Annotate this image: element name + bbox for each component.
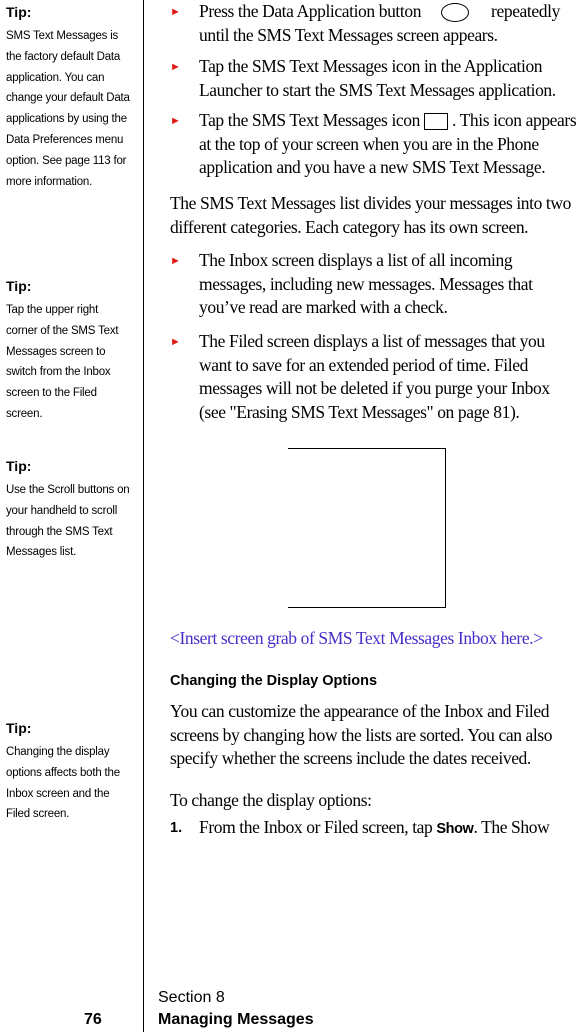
tip-body: Tap the upper right corner of the SMS Text Messages screen to switch from the Inbox screen to the Filed screen.: [6, 304, 119, 420]
bullet-press-data-app: Press the Data Application button repeatedly until the SMS Text Messages screen appears.: [199, 1, 560, 45]
bullet-arrow-icon: ►: [170, 336, 181, 348]
step-number: 1.: [170, 820, 183, 836]
tip-heading: Tip:: [6, 4, 32, 20]
bullet-arrow-icon: ►: [170, 6, 181, 18]
image-caption: <Insert screen grab of SMS Text Messages Inbox here.>: [170, 628, 543, 648]
tip-heading: Tip:: [6, 458, 32, 474]
display-paragraph: You can customize the appearance of the Inbox and Filed screens by changing how the lists are sorted. You can also specify whether the screens include the dates received.: [170, 701, 553, 768]
bullet-filed: The Filed screen displays a list of messages that you want to save for an extended period of time. Filed messages will not be deleted if you purge your Inbox (see "Erasing SMS Text Messages" on page 81).: [199, 331, 550, 422]
tip-body: Use the Scroll buttons on your handheld to scroll through the SMS Text Messages list.: [6, 484, 130, 559]
page-number: 76: [84, 1011, 102, 1028]
footer-title: Managing Messages: [158, 1011, 314, 1028]
tip-body: SMS Text Messages is the factory default Data application. You can change your default Data applications by using the Data Preferences menu option. See page 113 for more information.: [6, 30, 130, 188]
bullet-arrow-icon: ►: [170, 255, 181, 267]
bullet-tap-icon: Tap the SMS Text Messages icon . This icon appears at the top of your screen when you are in the Phone application and you have a new SMS Text Message.: [199, 110, 577, 177]
step-1-text: From the Inbox or Filed screen, tap Show. The Show: [199, 817, 550, 837]
tip-4: [6, 719, 132, 825]
tip-heading: Tip:: [6, 278, 32, 294]
screen-grab-placeholder: [288, 448, 446, 608]
bullet-arrow-icon: ►: [170, 61, 181, 73]
tip-2: [6, 277, 132, 425]
change-intro: To change the display options:: [170, 790, 372, 810]
sms-text-messages-icon: [424, 113, 448, 130]
footer-section: Section 8: [158, 989, 225, 1006]
bullet-tap-launcher: Tap the SMS Text Messages icon in the Application Launcher to start the SMS Text Messages application.: [199, 56, 556, 100]
tip-heading: Tip:: [6, 720, 32, 736]
margin-divider: [143, 0, 144, 1032]
tip-3: [6, 457, 132, 563]
bullet-arrow-icon: ►: [170, 115, 181, 127]
tip-1: [6, 3, 132, 192]
tip-body: Changing the display options affects both the Inbox screen and the Filed screen.: [6, 746, 120, 821]
show-command: Show: [436, 821, 474, 837]
section-subheading: Changing the Display Options: [170, 673, 378, 689]
bullet-inbox: The Inbox screen displays a list of all incoming messages, including new messages. Messages that you’ve read are marked with a check.: [199, 250, 533, 317]
intro-paragraph: The SMS Text Messages list divides your messages into two different categories. Each category has its own screen.: [170, 193, 571, 237]
data-application-button-icon: [441, 3, 469, 22]
